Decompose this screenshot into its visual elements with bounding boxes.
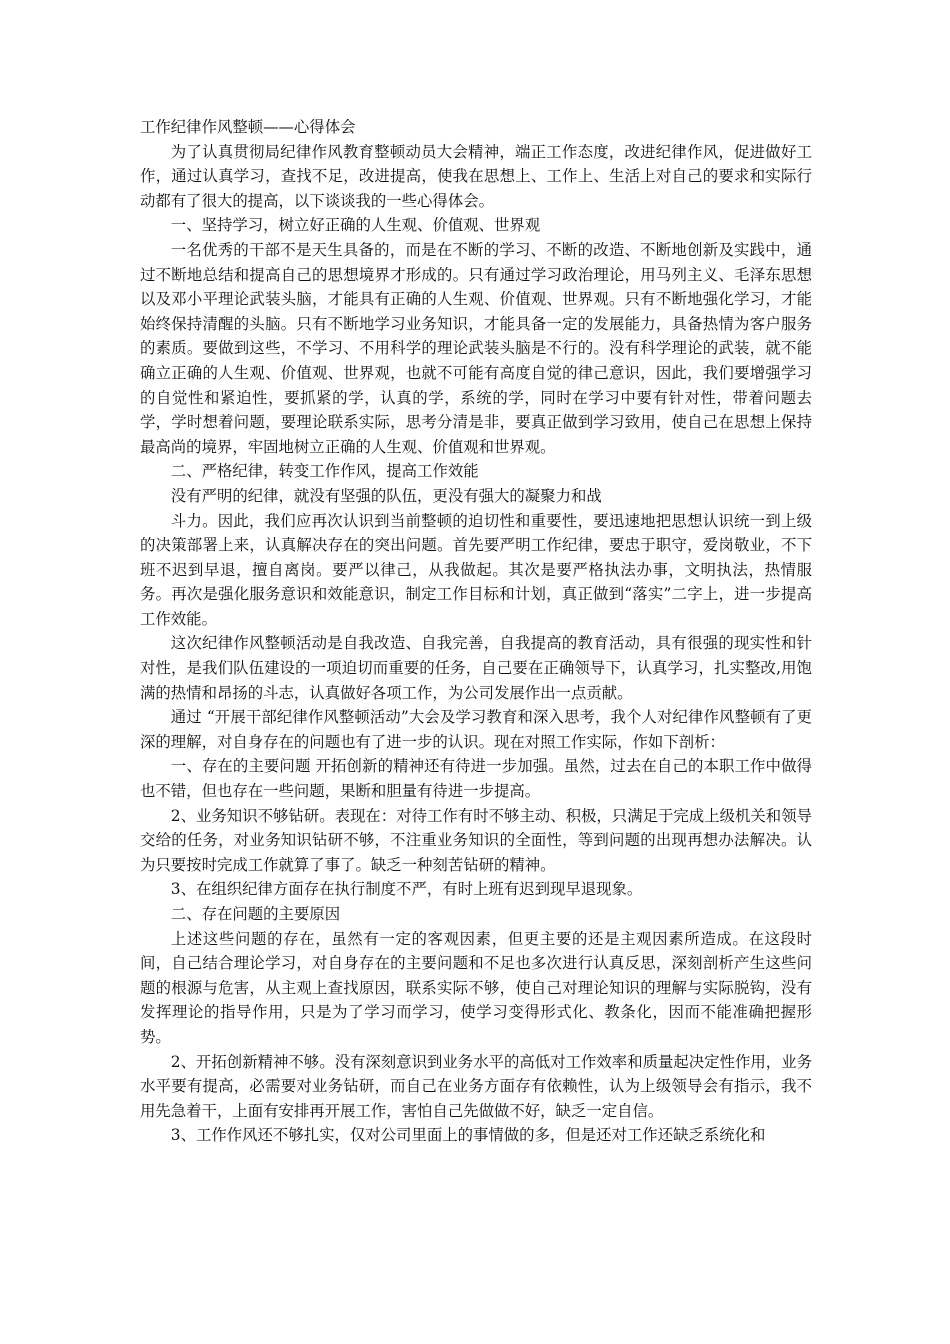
- paragraph-cause-2: 2、开拓创新精神不够。没有深刻意识到业务水平的高低对工作效率和质量起决定性作用，业务水平要有提高，必需要对业务钻研，而自己在业务方面存有依赖性，认为上级领导会有指示，我不用先急着干，上面有安排再开展工作，害怕自己先做做不好，缺乏一定自信。: [140, 1052, 812, 1120]
- paragraph-cause-1: 上述这些问题的存在，虽然有一定的客观因素，但更主要的还是主观因素所造成。在这段时间，自己结合理论学习，对自身存在的主要问题和不足也多次进行认真反思，深刻剖析产生这些问题的根源与危害，从主观上查找原因，联系实际不够，使自己对理论知识的理解与实际脱钩，没有发挥理论的指导作用，只是为了学习而学习，使学习变得形式化、教条化，因而不能准确把握形势。: [140, 929, 812, 1046]
- paragraph-study: 一名优秀的干部不是天生具备的，而是在不断的学习、不断的改造、不断地创新及实践中，通过不断地总结和提高自己的思想境界才形成的。只有通过学习政治理论，用马列主义、毛泽东思想以及邓小平理论武装头脑，才能具有正确的人生观、价值观、世界观。只有不断地强化学习，才能始终保持清醒的头脑。只有不断地学习业务知识，才能具备一定的发展能力，具备热情为客户服务的素质。要做到这些，不学习、不用科学的理论武装头脑是不行的。没有科学理论的武装，就不能确立正确的人生观、价值观、世界观，也就不可能有高度自觉的律己意识，因此，我们要增强学习的自觉性和紧迫性，要抓紧的学，认真的学，系统的学，同时在学习中要有针对性，带着问题去学，学时想着问题，要理论联系实际，思考分清是非，要真正做到学习致用，使自己在思想上保持最高尚的境界，牢固地树立正确的人生观、价值观和世界观。: [140, 240, 812, 456]
- paragraph-problem-3: 3、在组织纪律方面存在执行制度不严，有时上班有迟到现早退现象。: [170, 880, 643, 899]
- paragraph-discipline-a: 没有严明的纪律，就没有坚强的队伍，更没有强大的凝聚力和战: [170, 486, 602, 505]
- paragraph-campaign: 这次纪律作风整顿活动是自我改造、自我完善，自我提高的教育活动，具有很强的现实性和针对性，是我们队伍建设的一项迫切而重要的任务，自己要在正确领导下，认真学习，扎实整改,用饱满的热情和昂扬的斗志，认真做好各项工作，为公司发展作出一点贡献。: [140, 634, 812, 702]
- heading-discipline: 二、严格纪律，转变工作作风，提高工作效能: [170, 462, 479, 481]
- paragraph-intro: 为了认真贯彻局纪律作风教育整顿动员大会精神，端正工作态度，改进纪律作风，促进做好工作，通过认真学习，查找不足，改进提高，使我在思想上、工作上、生活上对自己的要求和实际行动都有了很大的提高，以下谈谈我的一些心得体会。: [140, 142, 812, 210]
- heading-causes: 二、存在问题的主要原因: [170, 905, 341, 923]
- paragraph-analysis-intro: 通过 “开展干部纪律作风整顿活动”大会及学习教育和深入思考，我个人对纪律作风整顿有了更深的理解，对自身存在的问题也有了进一步的认识。现在对照工作实际，作如下剖析：: [140, 708, 812, 751]
- document-title: 工作纪律作风整顿——心得体会: [140, 118, 356, 136]
- document-page: [140, 115, 812, 1148]
- paragraph-cause-3: 3、工作作风还不够扎实，仅对公司里面上的事情做的多，但是还对工作还缺乏系统化和: [170, 1126, 766, 1145]
- heading-study: 一、坚持学习，树立好正确的人生观、价值观、世界观: [170, 216, 541, 235]
- paragraph-problem-1: 一、存在的主要问题 开拓创新的精神还有待进一步加强。虽然，过去在自己的本职工作中做得也不错，但也存在一些问题，果断和胆量有待进一步提高。: [140, 757, 812, 801]
- paragraph-problem-2: 2、业务知识不够钻研。表现在：对待工作有时不够主动、积极，只满足于完成上级机关和领导交给的任务，对业务知识钻研不够，不注重业务知识的全面性，等到问题的出现再想办法解决。认为只要按时完成工作就算了事了。缺乏一种刻苦钻研的精神。: [140, 806, 812, 874]
- paragraph-discipline-b: 斗力。因此，我们应再次认识到当前整顿的迫切性和重要性，要迅速地把思想认识统一到上级的决策部署上来，认真解决存在的突出问题。首先要严明工作纪律，要忠于职守，爱岗敬业，不下班不迟到早退，擅自离岗。要严以律己，从我做起。其次是要严格执法办事，文明执法，热情服务。再次是强化服务意识和效能意识，制定工作目标和计划，真正做到“落实”二字上，进一步提高工作效能。: [140, 511, 812, 628]
